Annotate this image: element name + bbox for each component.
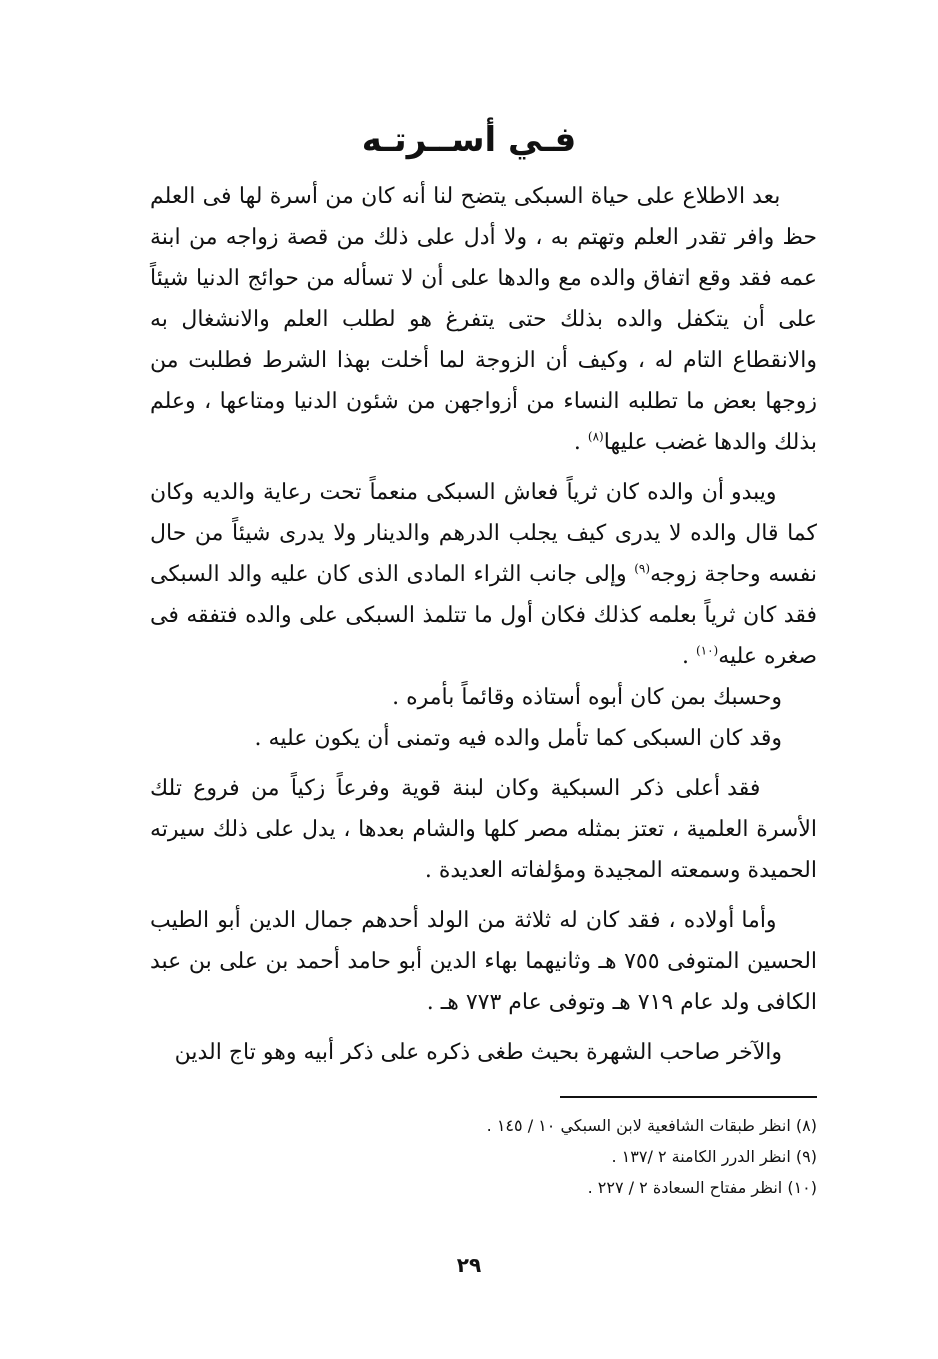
paragraph-2-text: ويبدو أن والده كان ثرياً فعاش السبكى منعماً تحت رعاية والديه وكان كما قال والده لا يدرى كيف يجلب الدرهم والدينار ولا يدرى شيئاً من حال نفسه وحاجة زوجه (150, 480, 817, 587)
paragraph-2 (150, 472, 817, 677)
paragraph-3-text: وحسبك بمن كان أبوه أستاذه وقائماً بأمره . (392, 685, 783, 710)
footnote-9: (٩) انظر الدرر الكامنة ٢ /١٣٧ . (611, 1147, 817, 1166)
footnote-divider (560, 1096, 817, 1098)
paragraph-3 (150, 677, 817, 718)
paragraph-6 (150, 900, 817, 1023)
paragraph-7 (150, 1032, 817, 1073)
paragraph-1 (150, 176, 817, 463)
footnote-8: (٨) انظر طبقات الشافعية لابن السبكي ١٠ / ١٤٥ . (486, 1116, 817, 1135)
paragraph-7-text: والآخر صاحب الشهرة بحيث طغى ذكره على ذكر أبيه وهو تاج الدين (174, 1040, 783, 1065)
paragraph-6-text: وأما أولاده ، فقد كان له ثلاثة من الولد أحدهم جمال الدين أبو الطيب الحسين المتوفى ٧٥٥ هـ وثانيهما بهاء الدين أبو حامد أحمد بن على بن عبد الكافى ولد عام ٧١٩ هـ وتوفى عام ٧٧٣ هـ . (150, 908, 818, 1015)
page-number: ٢٩ (456, 1253, 482, 1277)
footnote-ref-10: (١٠) (695, 643, 719, 658)
body-text (150, 176, 817, 1073)
paragraph-4 (150, 718, 817, 759)
paragraph-2-middle: وإلى جانب الثراء المادى الذى كان عليه والد السبكى فقد كان ثرياً بعلمه كذلك فكان أول ما تتلمذ السبكى على والده فتفقه فى صغره عليه (150, 562, 817, 669)
paragraph-1-text: بعد الاطلاع على حياة السبكى يتضح لنا أنه كان من أسرة لها فى العلم حظ وافر تقدر العلم وتهتم به ، ولا أدل على ذلك من قصة زواجه من ابنة عمه فقد وقع اتفاق والده مع والدها على أن لا تسأله من حوائج الدنيا شيئاً على أن يتكفل والده بذلك حتى يتفرغ هو لطلب العلم والانشغال به والانقطاع التام له ، وكيف أن الزوجة لما أخلت بهذا الشرط فطلبت من زوجها بعض ما تطلبه النساء من أزواجهن من شئون الدنيا ومتاعها ، وعلم بذلك والدها غضب عليها (150, 184, 817, 455)
paragraph-4-text: وقد كان السبكى كما تأمل والده فيه وتمنى أن يكون عليه . (254, 726, 783, 751)
paragraph-5-text: فقد أعلى ذكر السبكية وكان لبنة قوية وفرعاً زكياً من فروع تلك الأسرة العلمية ، تعتز بمثله مصر كلها والشام بعدها ، يدل على ذلك سيرته الحميدة وسمعته المجيدة ومؤلفاته العديدة . (150, 776, 817, 883)
footnote-ref-8: (٨) (587, 429, 604, 444)
footnotes (360, 1110, 817, 1203)
section-title: فـي أســرتـه (361, 120, 577, 160)
paragraph-2-end: . (681, 644, 696, 669)
paragraph-5 (150, 768, 817, 891)
paragraph-1-end: . (573, 430, 588, 455)
footnote-ref-9: (٩) (634, 561, 651, 576)
footnote-10: (١٠) انظر مفتاح السعادة ٢ / ٢٢٧ . (587, 1178, 817, 1197)
